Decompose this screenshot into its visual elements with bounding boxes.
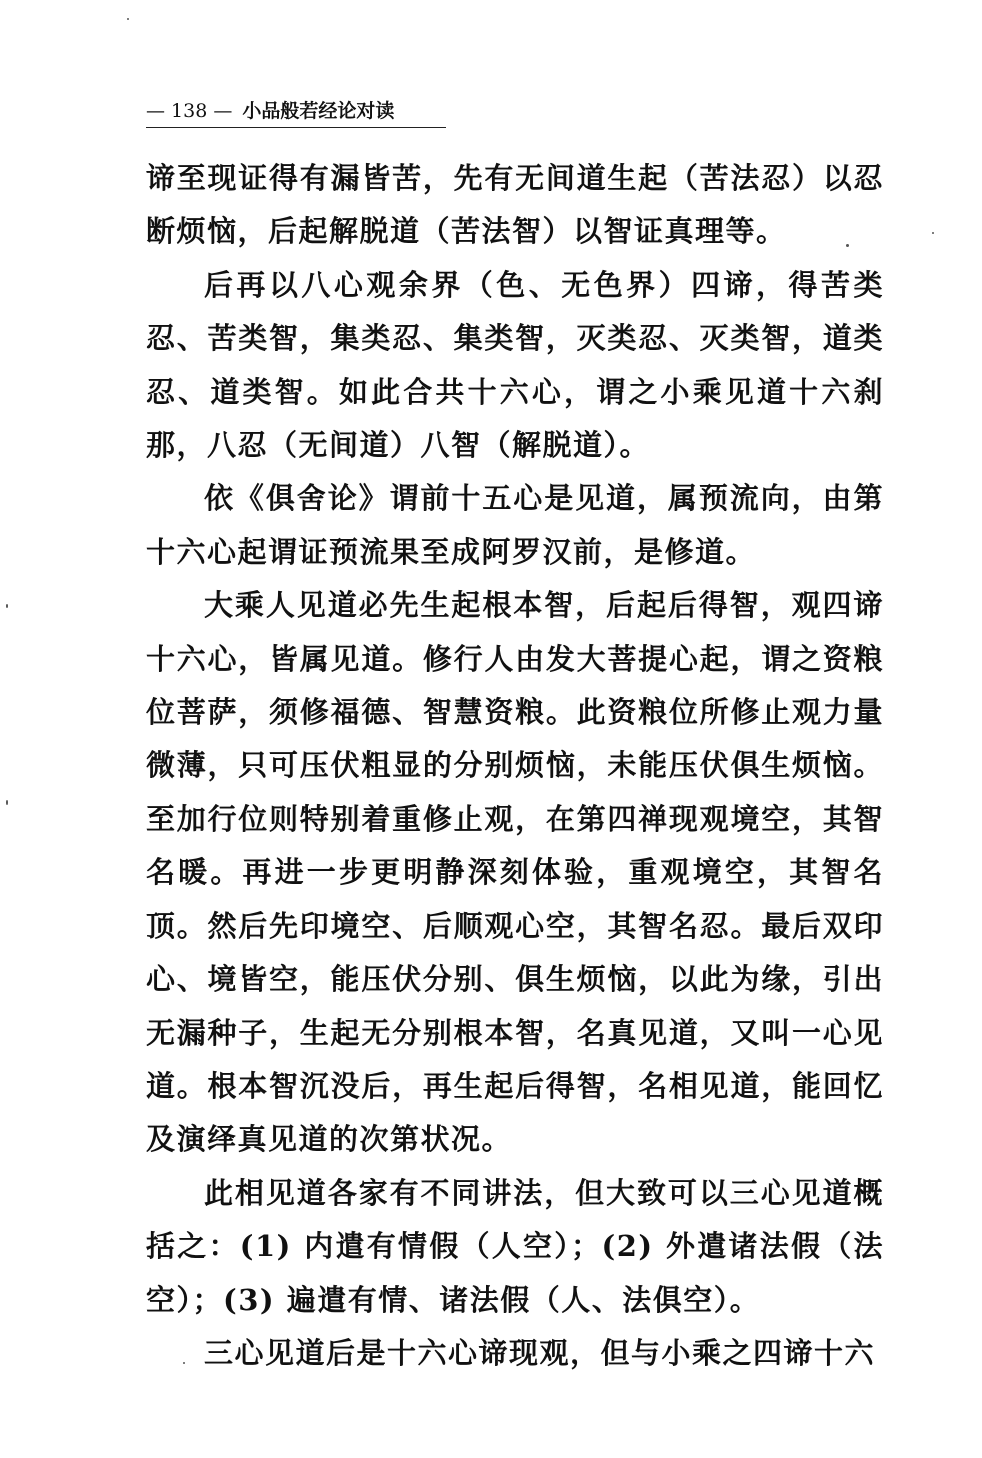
scan-speck (932, 232, 934, 234)
paragraph: 大乘人见道必先生起根本智，后起后得智，观四谛十六心，皆属见道。修行人由发大菩提心起，谓之资粮位菩萨，须修福德、智慧资粮。此资粮位所修止观力量微薄，只可压伏粗显的分别烦恼，未能压伏俱生烦恼。至加行位则特别着重修止观，在第四禅现观境空，其智名暖。再进一步更明静深刻体验，重观境空，其智名顶。然后先印境空、后顺观心空，其智名忍。最后双印心、境皆空，能压伏分别、俱生烦恼，以此为缘，引出无漏种子，生起无分别根本智，名真见道，又叫一心见道。根本智沉没后，再生起后得智，名相见道，能回忆及演绎真见道的次第状况。 (146, 588, 884, 1157)
scan-speck (846, 244, 849, 247)
scan-speck (6, 800, 8, 805)
paragraph-continued: 谛至现证得有漏皆苦，先有无间道生起（苦法忍）以忍断烦恼，后起解脱道（苦法智）以智证真理等。 (146, 161, 884, 249)
paragraph-truncated: 三心见道后是十六心谛现观，但与小乘之四谛十六 (204, 1335, 876, 1370)
running-header (146, 98, 446, 128)
paragraph: 此相见道各家有不同讲法，但大致可以三心见道概括之：(1) 内遣有情假（人空）；(2) 外遣诸法假（法空）；(3) 遍遣有情、诸法假（人、法俱空）。 (146, 1175, 884, 1317)
body-text (146, 152, 884, 1380)
page-number: — 138 — (146, 100, 233, 122)
book-title: 小品般若经论对读 (242, 100, 395, 122)
scan-speck (127, 18, 129, 20)
paragraph: 后再以八心观余界（色、无色界）四谛，得苦类忍、苦类智，集类忍、集类智，灭类忍、灭类智，道类忍、道类智。如此合共十六心，谓之小乘见道十六刹那，八忍（无间道）八智（解脱道）。 (146, 267, 884, 463)
paragraph: 依《俱舍论》谓前十五心是见道，属预流向，由第十六心起谓证预流果至成阿罗汉前，是修道。 (146, 481, 884, 569)
header-rule (146, 127, 446, 128)
scan-speck (6, 604, 8, 608)
scan-speck (183, 1362, 185, 1364)
